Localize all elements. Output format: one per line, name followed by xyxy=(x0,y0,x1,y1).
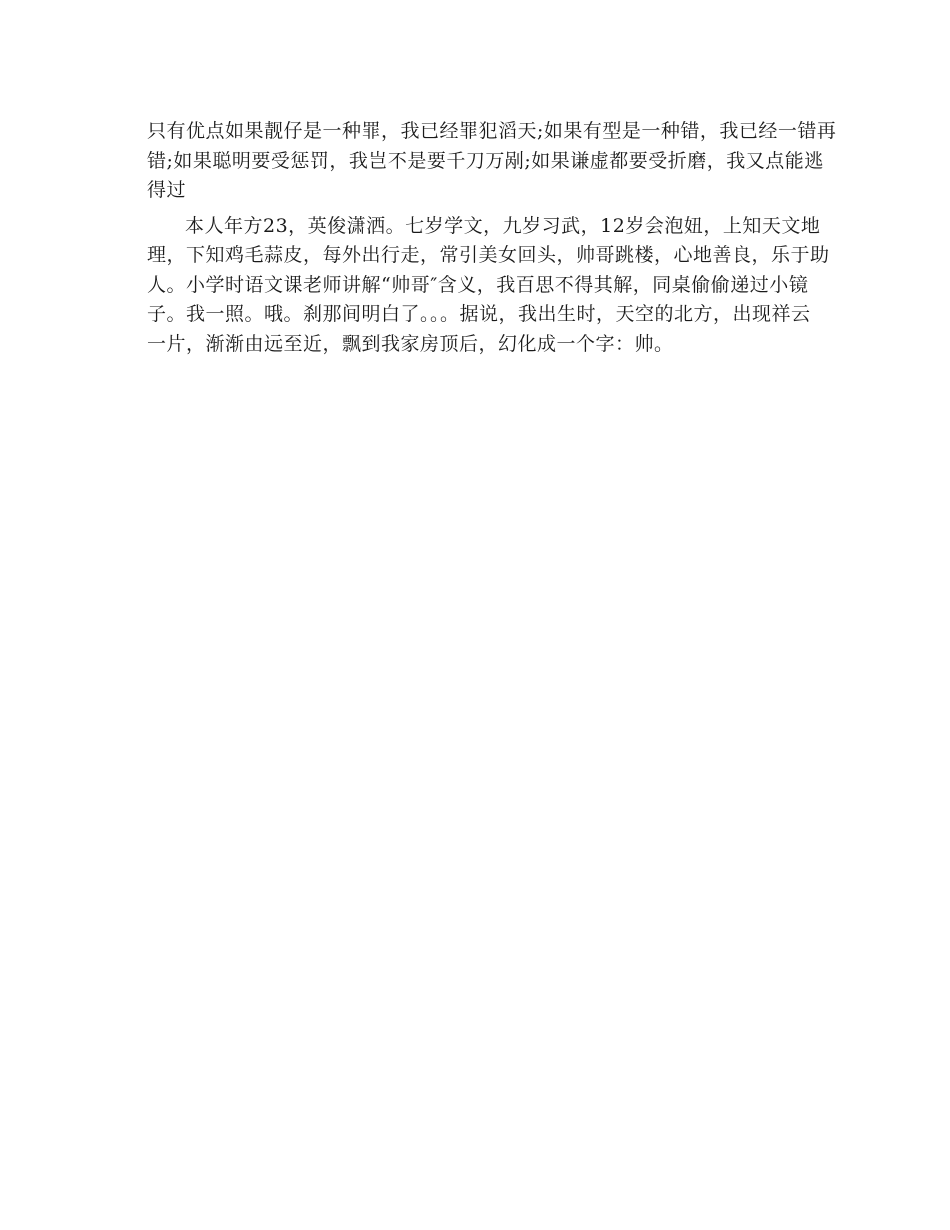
document-body xyxy=(147,117,837,359)
text-line: 一片，渐渐由远至近，飘到我家房顶后，幻化成一个字：帅。 xyxy=(147,332,674,355)
text-line: 得过 xyxy=(147,179,187,201)
paragraph-1 xyxy=(147,117,837,206)
text-line: 子。我一照。哦。刹那间明白了。。。据说，我出生时，天空的北方，出现祥云 xyxy=(147,303,811,325)
text-line: 理，下知鸡毛蒜皮，每外出行走，常引美女回头，帅哥跳楼，心地善良，乐于助 xyxy=(147,244,830,266)
text-line: 人。小学时语文课老师讲解“帅哥″含义，我百思不得其解，同桌偷偷递过小镜 xyxy=(147,273,809,296)
text-line: 错;如果聪明要受惩罚，我岂不是要千刀万剐;如果谦虚都要受折磨，我又点能逃 xyxy=(147,149,824,172)
text-line: 只有优点如果靓仔是一种罪，我已经罪犯滔天;如果有型是一种错，我已经一错再 xyxy=(147,120,837,142)
text-line: 本人年方23，英俊潇洒。七岁学文，九岁习武，12岁会泡妞，上知天文地 xyxy=(185,214,821,237)
paragraph-2 xyxy=(147,212,830,360)
